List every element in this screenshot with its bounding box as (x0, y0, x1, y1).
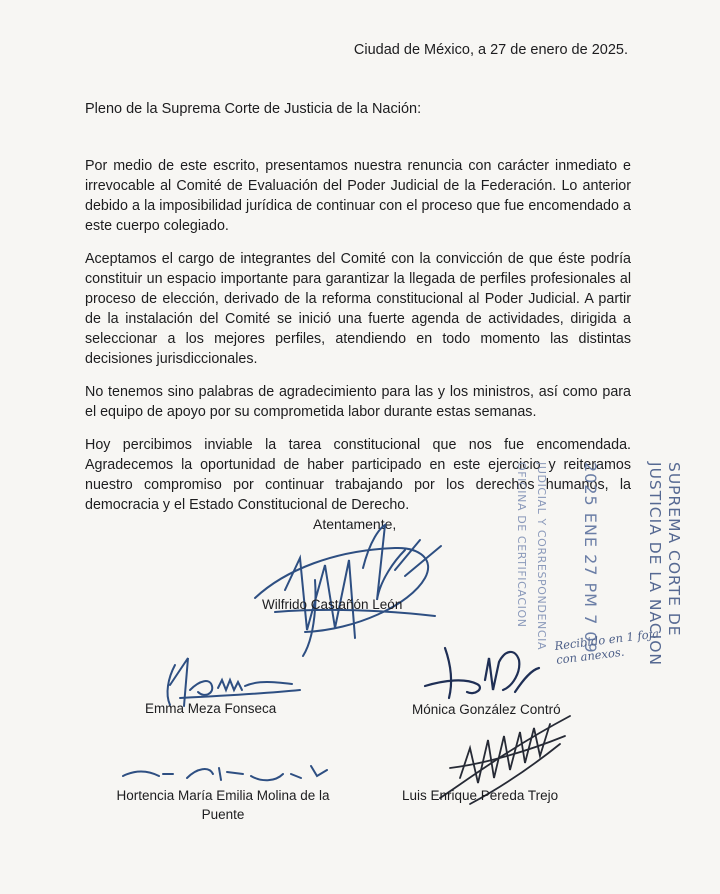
signature-castanon (245, 520, 455, 660)
closing: Atentamente, (313, 516, 397, 532)
paragraph: Hoy percibimos inviable la tarea constitucional que nos fue encomendada. Agradecemos la oportunidad de haber participado en este ejercicio y reiteramos nuestro compromiso por continuar trabajando por los derechos humanos, la democracia y el Estado Constitucional de Derecho. (85, 437, 631, 513)
stamp-court-line-1: SUPREMA CORTE DE (665, 462, 683, 637)
signatory-name: Wilfrido Castañón León (262, 597, 403, 612)
signatory-name: Hortencia María Emilia Molina de la Puente (116, 788, 330, 822)
signatory-name: Emma Meza Fonseca (145, 701, 277, 716)
stamp-court-line-2: JUSTICIA DE LA NACION (646, 462, 664, 667)
paragraph: No tenemos sino palabras de agradecimiento para las y los ministros, así como para el equipo de apoyo por su comprometida labor durante estas semanas. (85, 384, 631, 420)
handwritten-reception-note: Recibido en 1 foja con anexos. (553, 626, 660, 667)
stamp-office-line-2: JUDICIAL Y CORRESPONDENCIA (535, 462, 548, 651)
date-line: Ciudad de México, a 27 de enero de 2025. (353, 42, 628, 58)
reception-stamp (505, 462, 715, 667)
addressee: Pleno de la Suprema Corte de Justicia de la Nación: (85, 101, 422, 117)
stamp-received-time: 2025 ENE 27 PM 7 09 (581, 462, 600, 654)
paragraph: Por medio de este escrito, presentamos nuestra renuncia con carácter inmediato e irrevocable al Comité de Evaluación del Poder Judicial de la Federación. Lo anterior debido a la imposibilidad jurídica de continuar con el proceso que fue encomendado a este cuerpo colegiado. (85, 158, 631, 234)
signatory-name: Luis Enrique Pereda Trejo (402, 788, 559, 803)
paragraph: Aceptamos el cargo de integrantes del Comité con la convicción de que éste podría constituir un espacio importante para garantizar la llegada de perfiles profesionales al proceso de elección, derivado de la reforma constitucional al Poder Judicial. A partir de la instalación del Comité se inició una fuerte agenda de actividades, dirigida a seleccionar a los mejores perfiles, atendiendo en todo momento las distintas decisiones jurisdiccionales. (85, 251, 631, 367)
signatory-name: Mónica González Contró (412, 702, 561, 717)
stamp-office-line-1: OFICINA DE CERTIFICACION (515, 462, 528, 628)
